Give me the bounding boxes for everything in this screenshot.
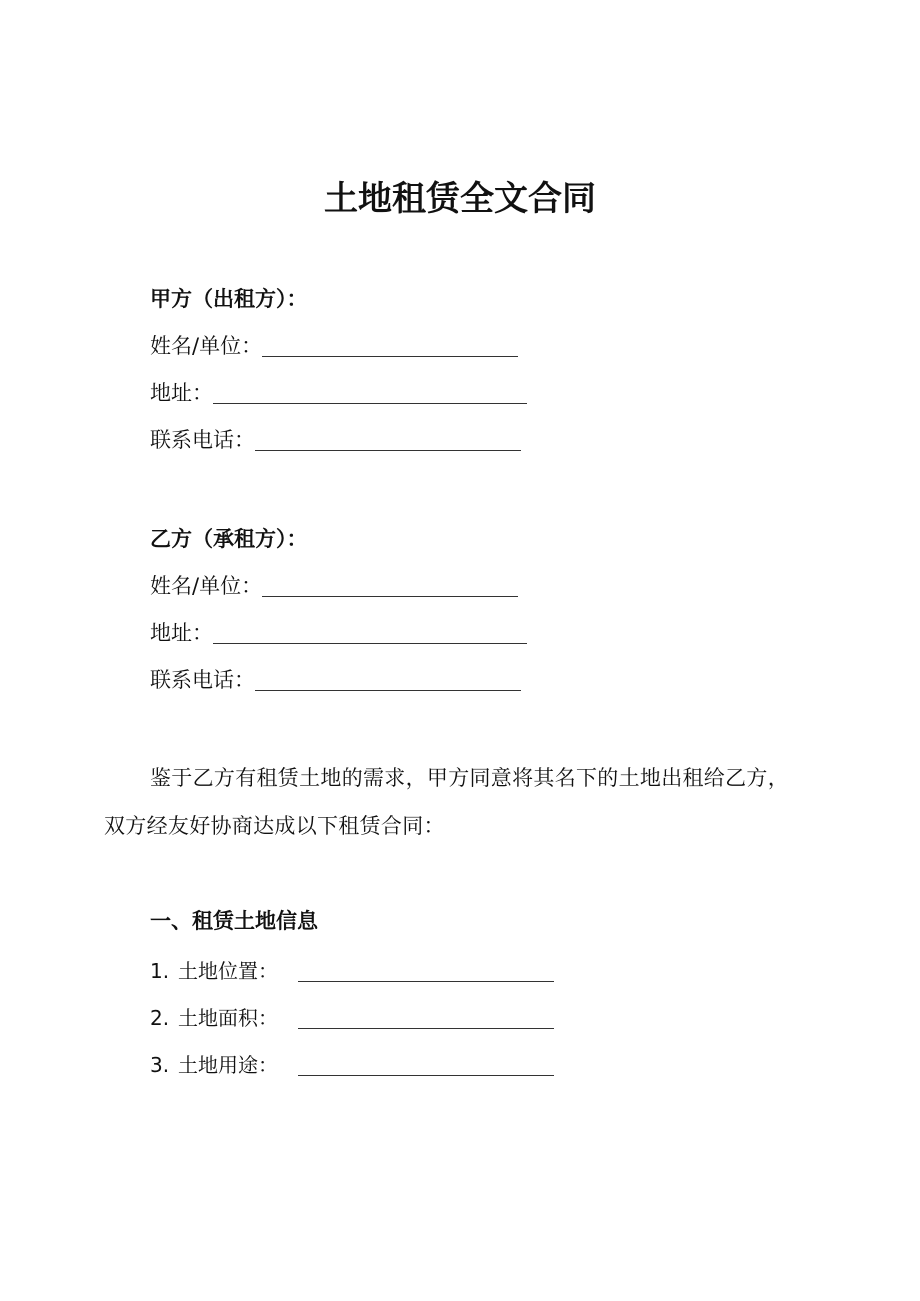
item-number: 1.	[150, 959, 170, 983]
party-a-phone-label: 联系电话：	[150, 428, 255, 452]
item-number: 3.	[150, 1053, 170, 1077]
party-b-phone-blank[interactable]	[255, 690, 521, 691]
land-area-field	[150, 1003, 554, 1033]
party-a-address-label: 地址：	[150, 381, 213, 405]
party-b-name-blank[interactable]	[262, 596, 518, 597]
party-b-name-label: 姓名/单位：	[150, 574, 263, 598]
party-a-name-label: 姓名/单位：	[150, 334, 263, 358]
land-use-label: 土地用途：	[178, 1053, 278, 1077]
land-area-label: 土地面积：	[178, 1006, 278, 1030]
party-b-address-blank[interactable]	[213, 643, 527, 644]
party-b-phone-field	[150, 665, 521, 695]
land-area-blank[interactable]	[298, 1028, 554, 1029]
land-use-field	[150, 1050, 554, 1080]
party-a-phone-field	[150, 425, 521, 455]
party-b-address-label: 地址：	[150, 621, 213, 645]
party-a-address-blank[interactable]	[213, 403, 527, 404]
intro-paragraph: 鉴于乙方有租赁土地的需求，甲方同意将其名下的土地出租给乙方，双方经友好协商达成以下租赁合同：	[104, 766, 789, 838]
party-b-name-field	[150, 571, 518, 601]
party-a-address-field	[150, 378, 527, 408]
land-location-field	[150, 956, 554, 986]
party-b-phone-label: 联系电话：	[150, 668, 255, 692]
party-a-name-field	[150, 331, 518, 361]
party-b-heading: 乙方（承租方）：	[150, 527, 308, 551]
land-use-blank[interactable]	[298, 1075, 554, 1076]
party-a-name-blank[interactable]	[262, 356, 518, 357]
land-location-blank[interactable]	[298, 981, 554, 982]
party-a-heading: 甲方（出租方）：	[150, 287, 308, 311]
party-b-address-field	[150, 618, 527, 648]
section-1-heading: 一、租赁土地信息	[150, 909, 318, 933]
land-location-label: 土地位置：	[178, 959, 278, 983]
item-number: 2.	[150, 1006, 170, 1030]
party-a-phone-blank[interactable]	[255, 450, 521, 451]
document-title: 土地租赁全文合同	[324, 179, 596, 219]
